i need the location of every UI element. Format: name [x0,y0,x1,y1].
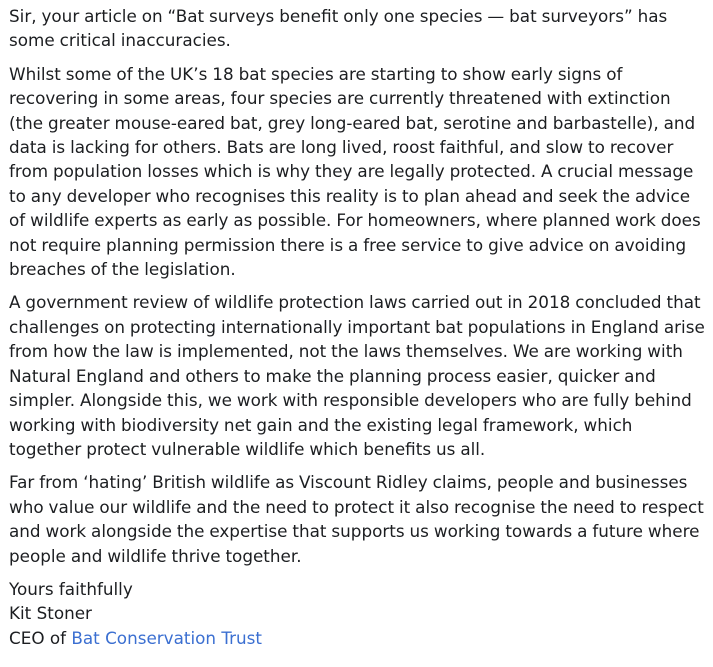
signer-title-prefix: CEO of [9,627,72,648]
paragraph-conclusion: Far from ‘hating’ British wildlife as Viscount Ridley claims, people and businesses who value our wildlife and the need to protect it also recognise the need to respect and work alongside the expertise that supports us working towards a future where people and wildlife thrive together. [9,472,704,566]
paragraph-bat-species: Whilst some of the UK’s 18 bat species are starting to show early signs of recovering in some areas, four species are currently threatened with extinction (the greater mouse-eared bat, grey long-eared bat, serotine and barbastelle), and data is lacking for others. Bats are long lived, roost faithful, and slow to recover from population losses which is why they are legally protected. A crucial message to any developer who recognises this reality is to plan ahead and seek the advice of wildlife experts as early as possible. For homeowners, where planned work does not require planning permission there is a free service to give advice on avoiding breaches of the legislation. [9,63,701,280]
bat-conservation-trust-link[interactable]: Bat Conservation Trust [71,627,263,648]
signer-title [9,626,709,650]
letter-body [9,4,709,650]
signer-name: Kit Stoner [9,603,92,624]
closing-line: Yours faithfully [9,578,133,599]
paragraph-government-review: A government review of wildlife protection laws carried out in 2018 concluded that challenges on protecting internationally important bat populations in England arise from how the law is implemented, not the laws themselves. We are working with Natural England and others to make the planning process easier, quicker and simpler. Alongside this, we work with responsible developers who are fully behind working with biodiversity net gain and the existing legal framework, which together protect vulnerable wildlife which benefits us all. [9,292,705,459]
paragraph-intro: Sir, your article on “Bat surveys benefit only one species — bat surveyors” has some critical inaccuracies. [9,6,668,51]
signature-block [9,577,709,650]
